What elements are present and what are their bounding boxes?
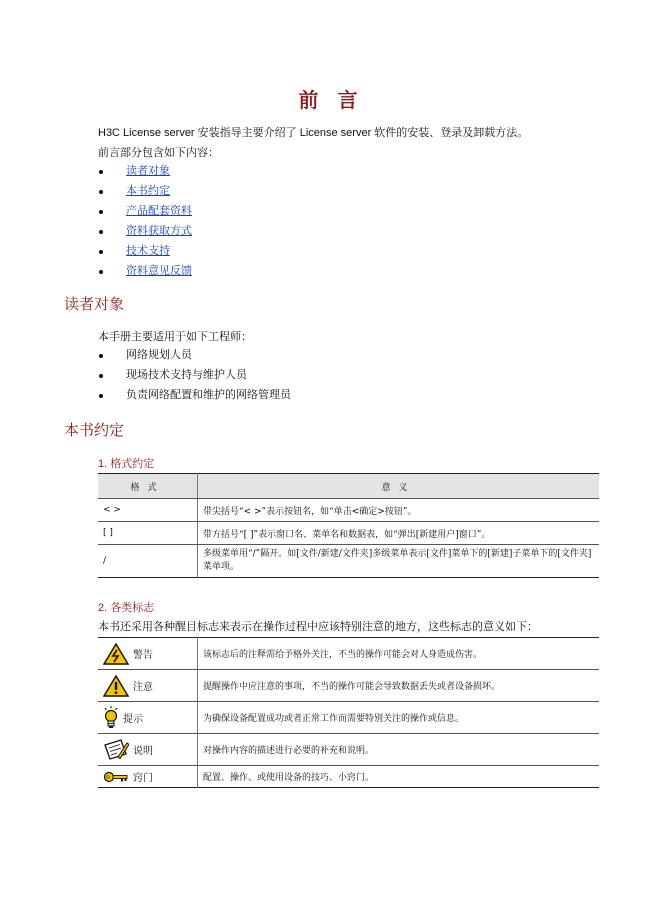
sign-cell xyxy=(98,670,198,702)
table-row xyxy=(98,545,599,578)
toc-item xyxy=(98,201,192,221)
format-symbol: < > xyxy=(98,499,198,522)
toc-link-feedback[interactable]: 资料意见反馈 xyxy=(126,264,192,277)
sign-desc: 对操作内容的描述进行必要的补充和说明。 xyxy=(198,734,600,766)
list-item: 现场技术支持与维护人员 xyxy=(98,365,291,385)
sign-cell xyxy=(98,638,198,670)
key-icon xyxy=(103,771,129,783)
meaning-col-header: 意义 xyxy=(198,474,600,499)
list-item: 负责网络配置和维护的网络管理员 xyxy=(98,385,291,405)
toc-item xyxy=(98,261,192,281)
format-symbol: [ ] xyxy=(98,522,198,545)
readers-heading: 读者对象 xyxy=(64,295,125,313)
caution-icon xyxy=(103,675,129,697)
sign-label: 提示 xyxy=(123,714,143,725)
signs-table xyxy=(98,637,599,788)
sign-desc: 该标志后的注释需给予格外关注，不当的操作可能会对人身造成伤害。 xyxy=(198,638,600,670)
lightbulb-icon xyxy=(103,706,119,730)
signs-intro: 本书还采用各种醒目标志来表示在操作过程中应该特别注意的地方，这些标志的意义如下： xyxy=(98,620,538,633)
table-row xyxy=(98,734,599,766)
table-header-row xyxy=(98,474,599,499)
intro-line-2: 前言部分包含如下内容： xyxy=(98,146,219,159)
toc-item xyxy=(98,221,192,241)
table-row xyxy=(98,638,599,670)
sign-cell xyxy=(98,734,198,766)
toc-item xyxy=(98,161,192,181)
signs-heading: 2. 各类标志 xyxy=(98,602,155,614)
sign-label: 说明 xyxy=(133,746,153,757)
toc-item xyxy=(98,241,192,261)
toc-link-conventions[interactable]: 本书约定 xyxy=(126,184,170,197)
format-table xyxy=(98,473,599,578)
format-col-header: 格式 xyxy=(98,474,198,499)
sign-desc: 为确保设备配置成功或者正常工作而需要特别关注的操作或信息。 xyxy=(198,702,600,734)
toc-link-support[interactable]: 技术支持 xyxy=(126,244,170,257)
list-item: 网络规划人员 xyxy=(98,345,291,365)
sign-cell xyxy=(98,766,198,788)
format-heading: 1. 格式约定 xyxy=(98,458,155,470)
sign-desc: 提醒操作中应注意的事项，不当的操作可能会导致数据丢失或者设备损坏。 xyxy=(198,670,600,702)
toc-item xyxy=(98,181,192,201)
format-symbol: / xyxy=(98,545,198,578)
table-row xyxy=(98,702,599,734)
intro-line-1: H3C License server 安装指导主要介绍了 License server 软件的安装、登录及卸载方法。 xyxy=(98,127,529,139)
sign-cell xyxy=(98,702,198,734)
table-row xyxy=(98,670,599,702)
sign-label: 警告 xyxy=(133,650,153,661)
table-row xyxy=(98,499,599,522)
note-icon xyxy=(103,739,129,761)
table-row xyxy=(98,766,599,788)
toc-link-readers[interactable]: 读者对象 xyxy=(126,164,170,177)
page-title: 前 言 xyxy=(298,88,364,112)
sign-desc: 配置、操作、或使用设备的技巧、小窍门。 xyxy=(203,773,375,783)
warning-icon xyxy=(103,643,129,665)
readers-intro: 本手册主要适用于如下工程师： xyxy=(98,330,252,343)
conventions-heading: 本书约定 xyxy=(64,421,125,439)
format-desc: 多级菜单用“/”隔开。如[文件/新建/文件夹]多级菜单表示[文件]菜单下的[新建]子菜单下的[文件夹]菜单项。 xyxy=(203,549,592,572)
sign-label: 注意 xyxy=(133,682,153,693)
format-desc: 带尖括号“< >”表示按钮名，如“单击<确定>按钮”。 xyxy=(198,499,600,522)
sign-label: 窍门 xyxy=(133,773,153,784)
toc-list xyxy=(98,161,192,281)
toc-link-obtain[interactable]: 资料获取方式 xyxy=(126,224,192,237)
toc-link-docs[interactable]: 产品配套资料 xyxy=(126,204,192,217)
readers-list xyxy=(98,345,291,405)
format-desc: 带方括号“[ ]”表示窗口名、菜单名和数据表，如“弹出[新建用户]窗口”。 xyxy=(198,522,600,545)
table-row xyxy=(98,522,599,545)
